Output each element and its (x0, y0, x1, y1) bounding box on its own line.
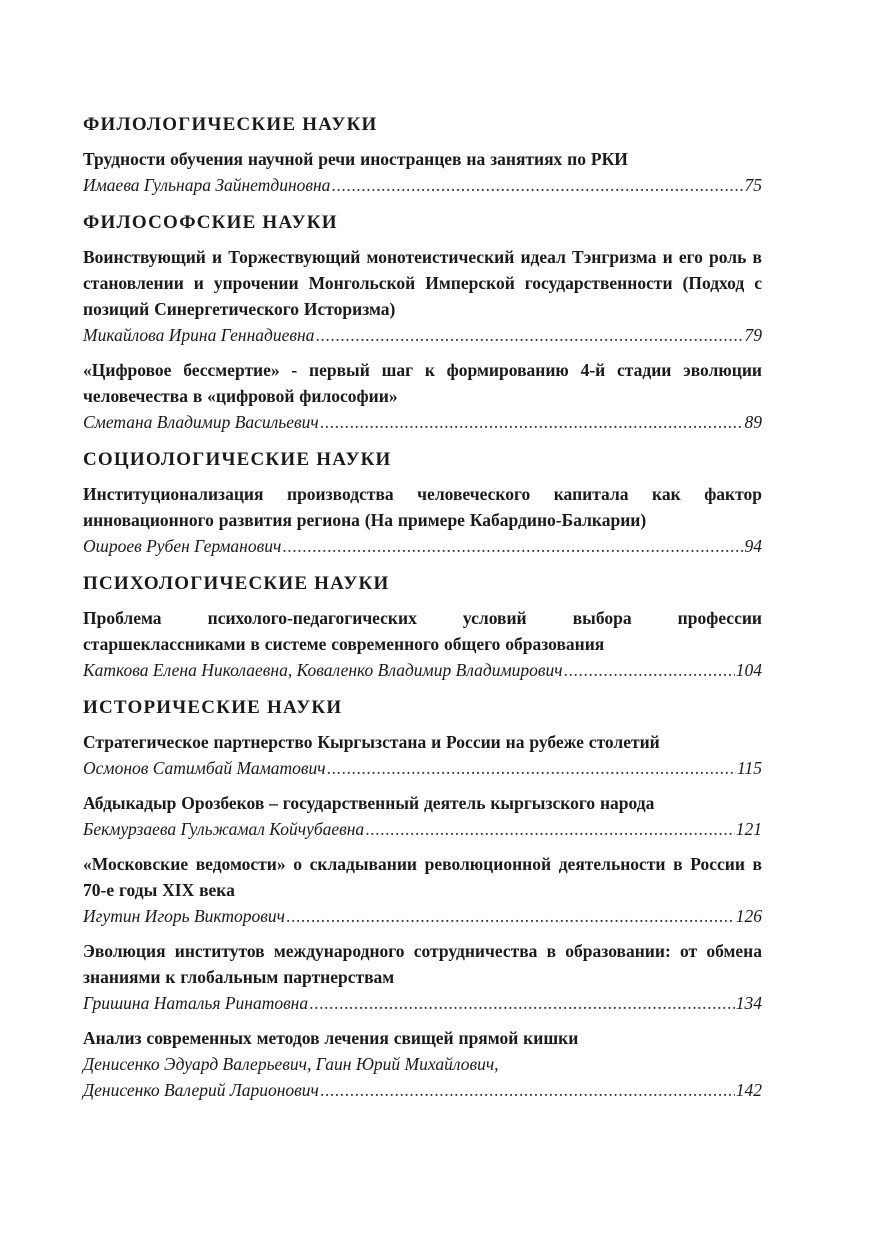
dot-leader (320, 1077, 735, 1103)
article-title: Стратегическое партнерство Кыргызстана и России на рубеже столетий (83, 732, 660, 752)
toc-entry (83, 851, 762, 929)
article-authors: Сметана Владимир Васильевич (83, 412, 319, 432)
toc-entry (83, 1025, 762, 1103)
article-title: Воинствующий и Торжествующий монотеистический идеал Тэнгризма и его роль в становлении и упрочении Монгольской Имперской государственности (Подход с позиций Синергетического Историзма) (83, 247, 762, 319)
author-line (83, 816, 762, 842)
section-title: СОЦИОЛОГИЧЕСКИЕ НАУКИ (83, 449, 392, 470)
toc-section (83, 695, 762, 1103)
dot-leader (309, 990, 735, 1016)
page-number: 115 (737, 758, 762, 778)
section-title: ПСИХОЛОГИЧЕСКИЕ НАУКИ (83, 573, 390, 594)
page-number: 121 (735, 819, 762, 839)
section-title: ФИЛОСОФСКИЕ НАУКИ (83, 212, 338, 233)
toc-entry (83, 729, 762, 781)
page-number: 134 (735, 993, 762, 1013)
article-authors: Ошроев Рубен Германович (83, 536, 282, 556)
article-title: Проблема психолого-педагогических условий выбора профессии старшеклассниками в системе современного общего образования (83, 608, 762, 654)
author-line (83, 990, 762, 1016)
author-line (83, 657, 762, 683)
toc-entry (83, 605, 762, 683)
article-authors: Осмонов Сатимбай Маматович (83, 758, 326, 778)
toc-entry (83, 357, 762, 435)
toc-entry (83, 244, 762, 348)
toc-section (83, 210, 762, 435)
page-number: 94 (744, 536, 762, 556)
article-title: Институционализация производства человеческого капитала как фактор инновационного развития региона (На примере Кабардино-Балкарии) (83, 484, 762, 530)
toc-section (83, 571, 762, 683)
dot-leader (315, 322, 743, 348)
page-number: 75 (744, 175, 762, 195)
author-line (83, 322, 762, 348)
author-line (83, 172, 762, 198)
article-title: Трудности обучения научной речи иностранцев на занятиях по РКИ (83, 149, 628, 169)
article-authors: Гришина Наталья Ринатовна (83, 993, 309, 1013)
author-line (83, 903, 762, 929)
dot-leader (286, 903, 735, 929)
dot-leader (327, 755, 736, 781)
author-line (83, 1077, 762, 1103)
article-authors: Игутин Игорь Викторович (83, 906, 285, 926)
author-line (83, 755, 762, 781)
toc-section (83, 112, 762, 198)
dot-leader (365, 816, 735, 842)
article-authors: Каткова Елена Николаевна, Коваленко Владимир Владимирович (83, 660, 563, 680)
article-title: «Московские ведомости» о складывании революционной деятельности в России в 70-е годы XIX века (83, 854, 762, 900)
dot-leader (282, 533, 743, 559)
toc-section (83, 447, 762, 559)
author-line (83, 533, 762, 559)
toc-entry (83, 481, 762, 559)
section-title: ИСТОРИЧЕСКИЕ НАУКИ (83, 697, 343, 718)
article-authors: Микайлова Ирина Геннадиевна (83, 325, 315, 345)
page-number: 104 (735, 660, 762, 680)
section-title: ФИЛОЛОГИЧЕСКИЕ НАУКИ (83, 114, 378, 135)
toc-entry (83, 146, 762, 198)
page-number: 79 (744, 325, 762, 345)
article-authors-extra: Денисенко Эдуард Валерьевич, Гаин Юрий Михайлович, (83, 1054, 499, 1074)
table-of-contents (83, 112, 762, 1115)
article-authors: Денисенко Валерий Ларионович (83, 1080, 319, 1100)
article-authors: Бекмурзаева Гульжамал Койчубаевна (83, 819, 365, 839)
article-title: «Цифровое бессмертие» - первый шаг к формированию 4-й стадии эволюции человечества в «цифровой философии» (83, 360, 762, 406)
dot-leader (564, 657, 735, 683)
dot-leader (331, 172, 743, 198)
article-authors: Имаева Гульнара Зайнетдиновна (83, 175, 331, 195)
dot-leader (320, 409, 744, 435)
article-title: Эволюция институтов международного сотрудничества в образовании: от обмена знаниями к глобальным партнерствам (83, 941, 762, 987)
toc-entry (83, 790, 762, 842)
article-title: Абдыкадыр Орозбеков – государственный деятель кыргызского народа (83, 793, 655, 813)
page-number: 126 (735, 906, 762, 926)
page-number: 89 (744, 412, 762, 432)
author-line (83, 409, 762, 435)
toc-entry (83, 938, 762, 1016)
article-title: Анализ современных методов лечения свищей прямой кишки (83, 1028, 579, 1048)
page-number: 142 (735, 1080, 762, 1100)
